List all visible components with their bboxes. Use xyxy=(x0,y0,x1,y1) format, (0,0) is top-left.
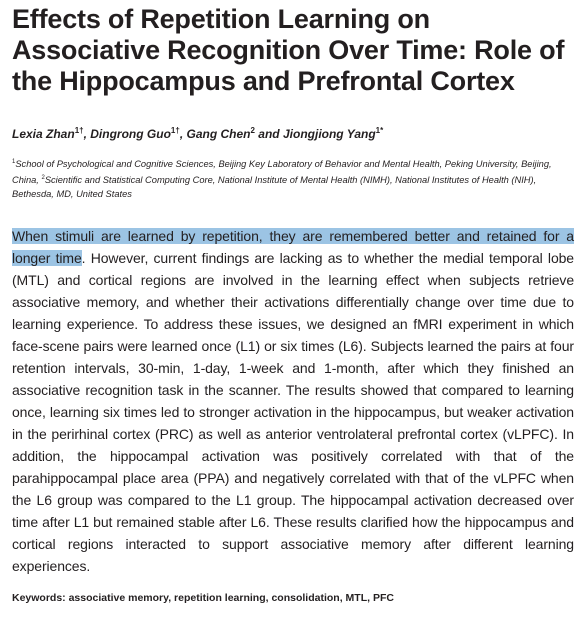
author-name[interactable]: Dingrong Guo xyxy=(90,127,171,141)
abstract xyxy=(12,225,574,577)
abstract-body: . However, current findings are lacking as to whether the medial temporal lobe (MTL) and cortical regions are involved in the learning effect when subjects retrieve associative memory, and whether their activations differentially change over time due to learning experience. To address these issues, we designed an fMRI experiment in which face-scene pairs were learned once (L1) or six times (L6). Subjects learned the pairs at four retention intervals, 30-min, 1-day, 1-week and 1-month, after which they finished an associative recognition task in the scanner. The results showed that compared to learning once, learning six times led to stronger activation in the hippocampus, but weaker activation in the perirhinal cortex (PRC) as well as anterior ventrolateral prefrontal cortex (vLPFC). In addition, the hippocampal activation was positively correlated with that of the parahippocampal place area (PPA) and negatively correlated with that of the vLPFC when the L6 group was compared to the L1 group. The hippocampal activation decreased over time after L1 but remained stable after L6. These results clarified how the hippocampus and cortical regions interacted to support associative memory after different learning experiences. xyxy=(12,250,574,575)
author-list xyxy=(12,123,582,142)
author-name[interactable]: Lexia Zhan xyxy=(12,127,75,141)
affiliation-2: Scientific and Statistical Computing Core, National Institute of Mental Health (NIMH), National Institutes of Health (NIH), Bethesda, MD, United States xyxy=(12,175,537,200)
article-title: Effects of Repetition Learning on Associative Recognition Over Time: Role of the Hippocampus and Prefrontal Cortex xyxy=(12,4,565,96)
affiliation-mark: 2 xyxy=(41,175,45,182)
author-affiliation-mark: 1* xyxy=(375,126,384,135)
affiliations xyxy=(12,155,572,201)
keywords: Keywords: associative memory, repetition learning, consolidation, MTL, PFC xyxy=(12,592,394,605)
author-name[interactable]: Gang Chen xyxy=(186,127,251,141)
author-conjunction: and xyxy=(254,127,283,141)
affiliation-mark: 1 xyxy=(12,159,16,165)
author-name[interactable]: Jiongjiong Yang xyxy=(282,127,376,141)
author-affiliation-mark: 1† xyxy=(170,126,180,135)
selected-text[interactable]: When stimuli are learned by repetition, they are remembered better and retained for a longer time xyxy=(12,228,574,267)
author-affiliation-mark: 1† xyxy=(74,126,84,135)
author-separator: , xyxy=(83,127,91,141)
author-separator: , xyxy=(179,127,187,141)
author-affiliation-mark: 2 xyxy=(250,126,255,135)
affiliation-1: School of Psychological and Cognitive Sciences, Beijing Key Laboratory of Behavior and Mental Health, Peking University, Beijing, China, xyxy=(12,159,552,186)
